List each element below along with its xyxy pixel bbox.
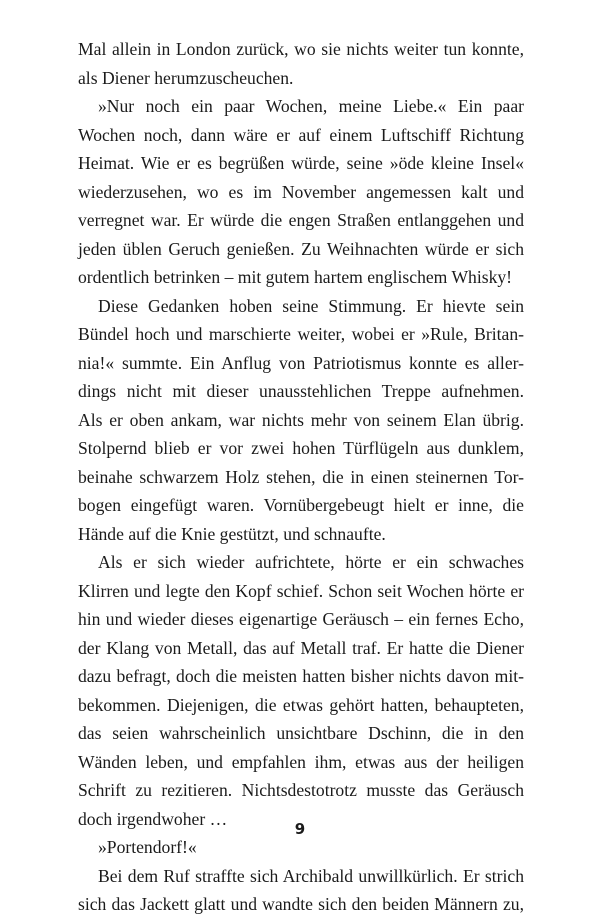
- text-line: bogen eingefügt waren. Vornübergebeugt hielt er inne, die: [78, 495, 524, 515]
- page-number: 9: [294, 820, 306, 838]
- text-line: »Portendorf!«: [98, 837, 197, 857]
- text-line: Stolpernd blieb er vor zwei hohen Türflügeln aus dunklem,: [78, 438, 524, 458]
- text-line: Bündel hoch und marschierte weiter, wobei er »Rule, Britan-: [78, 324, 524, 344]
- text-line: als Diener herumzuscheuchen.: [78, 67, 294, 88]
- text-line: doch irgendwoher …: [78, 808, 228, 829]
- text-line: Als er oben ankam, war nichts mehr von seinem Elan übrig.: [78, 409, 524, 430]
- text-line: hin und wieder dieses eigenartige Geräusch – ein fernes Echo,: [78, 609, 524, 629]
- text-line: das seien wahrscheinlich unsichtbare Dschinn, die in den: [78, 723, 524, 743]
- body-text: [78, 35, 524, 919]
- text-line: nia!« summte. Ein Anflug von Patriotismus konnte es aller-: [78, 352, 524, 373]
- text-line: Klirren und legte den Kopf schief. Schon seit Wochen hörte er: [78, 580, 524, 601]
- text-line: Heimat. Wie er es begrüßen würde, seine »öde kleine Insel«: [78, 153, 524, 173]
- text-line: wiederzusehen, wo es im November angemessen kalt und: [78, 181, 524, 202]
- text-line: verregnet war. Er würde die engen Straßen entlanggehen und: [78, 210, 524, 230]
- text-line: jeden üblen Geruch genießen. Zu Weihnachten würde er sich: [78, 238, 524, 259]
- text-line: der Klang von Metall, das auf Metall traf. Er hatte die Diener: [78, 637, 524, 658]
- text-line: Wänden leben, und empfahlen ihm, etwas aus der heiligen: [78, 751, 524, 772]
- text-line: Diese Gedanken hoben seine Stimmung. Er hievte sein: [98, 295, 524, 316]
- text-line: Wochen noch, dann wäre er auf einem Luftschiff Richtung: [78, 124, 524, 145]
- text-line: Mal allein in London zurück, wo sie nichts weiter tun konnte,: [78, 39, 524, 59]
- text-line: Hände auf die Knie gestützt, und schnaufte.: [78, 523, 386, 544]
- text-line: dazu befragt, doch die meisten hatten bisher nichts davon mit-: [78, 666, 524, 686]
- text-line: bekommen. Diejenigen, die etwas gehört hatten, behaupteten,: [78, 694, 524, 715]
- text-line: sich das Jackett glatt und wandte sich den beiden Männern zu,: [78, 894, 524, 914]
- text-line: dings nicht mit dieser unausstehlichen Treppe aufnehmen.: [78, 381, 524, 401]
- text-line: Schrift zu rezitieren. Nichtsdestotrotz musste das Geräusch: [78, 780, 524, 800]
- text-line: Bei dem Ruf straffte sich Archibald unwillkürlich. Er strich: [98, 865, 524, 886]
- text-line: ordentlich betrinken – mit gutem hartem englischem Whisky!: [78, 267, 513, 287]
- text-line: beinahe schwarzem Holz stehen, die in einen steinernen Tor-: [78, 466, 524, 487]
- text-line: »Nur noch ein paar Wochen, meine Liebe.« Ein paar: [98, 96, 524, 116]
- text-line: Als er sich wieder aufrichtete, hörte er ein schwaches: [98, 552, 524, 572]
